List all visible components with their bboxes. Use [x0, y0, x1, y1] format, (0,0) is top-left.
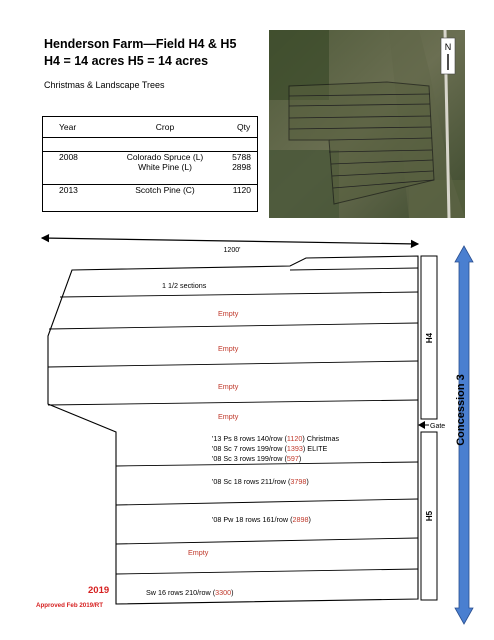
crop-type-label: Christmas & Landscape Trees — [44, 80, 165, 90]
field-h5-label: H5 — [425, 510, 434, 522]
compass-letter: N — [444, 42, 452, 52]
row-year: 2008 — [43, 152, 116, 185]
acreage-subtitle: H4 = 14 acres H5 = 14 acres — [44, 54, 209, 68]
planting-line-pw: '08 Pw 18 rows 161/row (2898) — [212, 515, 311, 524]
page-title: Henderson Farm—Field H4 & H5 — [44, 37, 237, 51]
planting-line-sc-3rows: '08 Sc 3 rows 199/row (597) — [212, 454, 302, 463]
crop-name: Colorado Spruce (L) — [126, 152, 204, 162]
approval-note: Approved Feb 2019/RT — [36, 602, 104, 609]
empty-label: Empty — [218, 382, 239, 391]
road-label: Concession 3 — [455, 374, 467, 446]
crop-qty: 5788 — [232, 152, 251, 162]
field-h4-label: H4 — [425, 332, 434, 344]
empty-label: Empty — [218, 344, 239, 353]
planting-line-sw: Sw 16 rows 210/row (3300) — [146, 588, 234, 597]
empty-label: Empty — [218, 412, 239, 421]
distance-label: 1200' — [223, 247, 241, 254]
sections-note: 1 1/2 sections — [162, 281, 207, 290]
distance-arrow — [42, 238, 418, 244]
row-year: 2013 — [43, 185, 116, 212]
map-year: 2019 — [88, 585, 110, 596]
planting-line-ps: '13 Ps 8 rows 140/row (1120) Christmas — [212, 434, 340, 443]
header-crop: Crop — [155, 122, 175, 132]
crop-qty: 2898 — [232, 162, 251, 172]
empty-label: Empty — [218, 309, 239, 318]
crop-name: Scotch Pine (C) — [135, 185, 195, 195]
header-year: Year — [59, 122, 77, 132]
gate-label: Gate — [430, 423, 446, 430]
empty-label: Empty — [188, 548, 209, 557]
planting-line-sc-elite: '08 Sc 7 rows 199/row (1393) ELITE — [212, 444, 328, 453]
planting-line-sc-18rows: '08 Sc 18 rows 211/row (3798) — [212, 477, 309, 486]
crop-name: White Pine (L) — [138, 162, 192, 172]
crop-qty: 1120 — [232, 185, 251, 195]
header-qty: Qty — [237, 122, 251, 132]
gate-arrow-icon — [418, 421, 425, 429]
